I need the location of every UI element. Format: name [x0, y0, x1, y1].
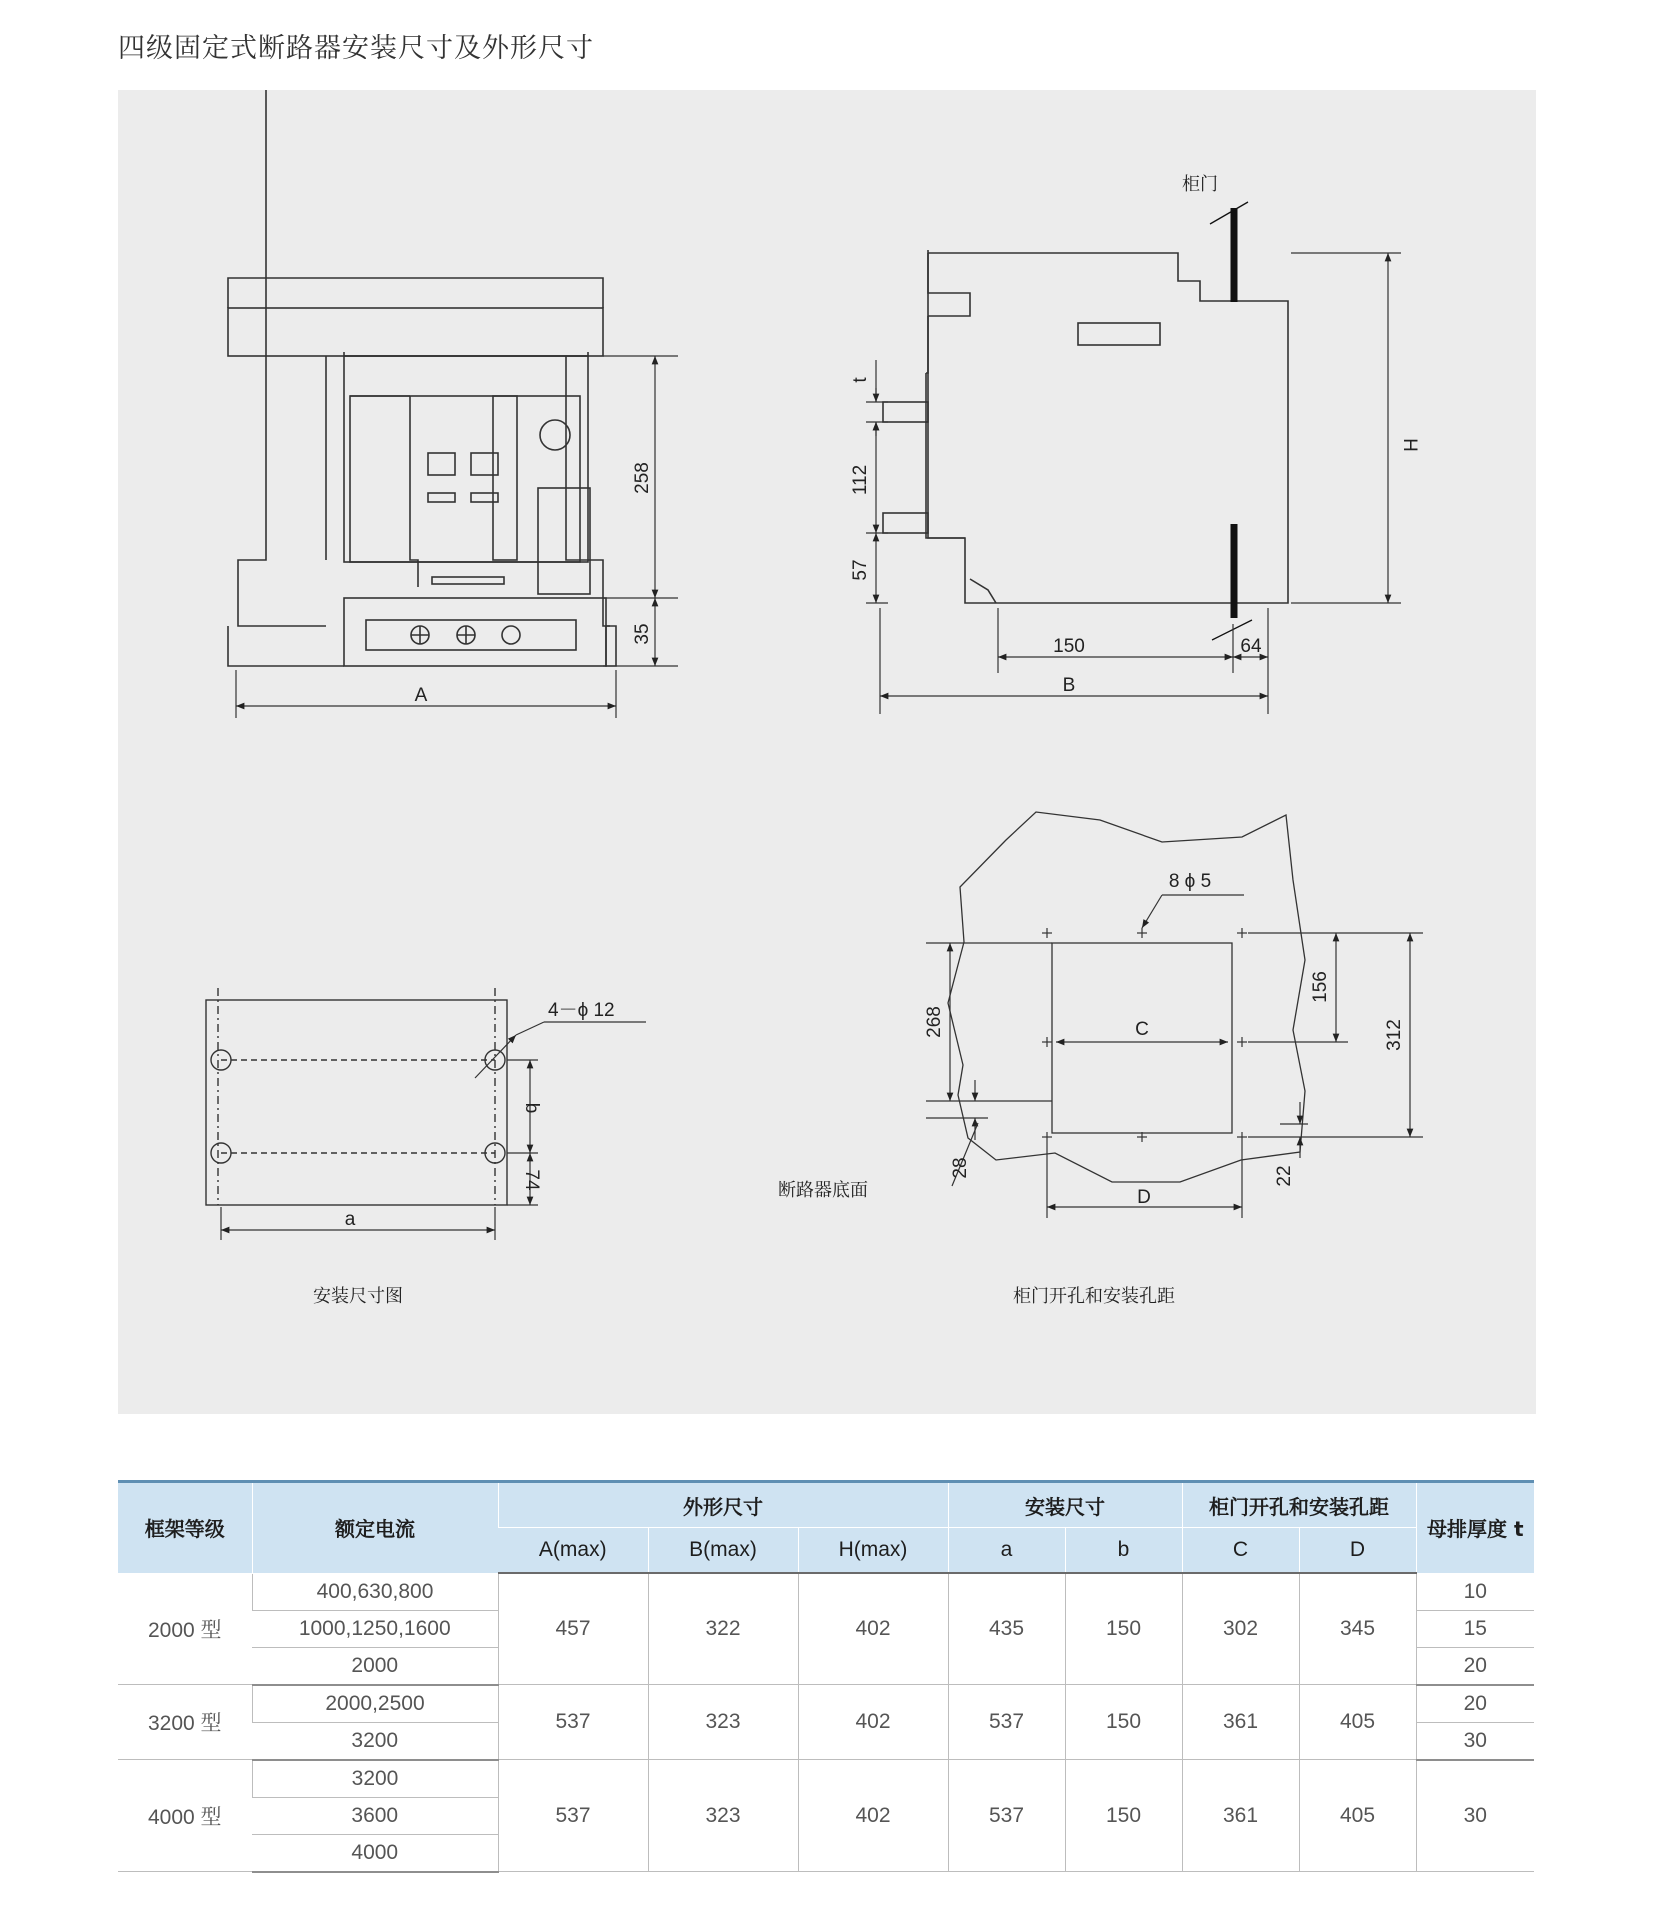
frame-cell: 3200 型 — [118, 1685, 252, 1760]
busbar-cell: 30 — [1416, 1722, 1534, 1760]
dim-a-upper: A — [414, 685, 428, 706]
breaker-bottom-label: 断路器底面 — [778, 1180, 868, 1201]
value-cell: 402 — [798, 1685, 948, 1760]
busbar-cell: 20 — [1416, 1685, 1534, 1723]
value-cell: 345 — [1299, 1573, 1416, 1685]
dim-64: 64 — [1240, 636, 1262, 657]
value-cell: 323 — [648, 1685, 798, 1760]
current-cell: 2000 — [252, 1647, 498, 1685]
header-d: D — [1299, 1528, 1416, 1574]
value-cell: 402 — [798, 1573, 948, 1685]
value-cell: 150 — [1065, 1685, 1182, 1760]
header-busbar: 母排厚度 t — [1416, 1482, 1534, 1574]
dim-57: 57 — [850, 559, 871, 581]
frame-cell: 4000 型 — [118, 1760, 252, 1872]
dim-156: 156 — [1310, 971, 1331, 1003]
value-cell: 405 — [1299, 1760, 1416, 1872]
hole-label-4x12: 4－ϕ 12 — [548, 1000, 615, 1021]
header-current: 额定电流 — [252, 1482, 498, 1574]
value-cell: 150 — [1065, 1573, 1182, 1685]
value-cell: 323 — [648, 1760, 798, 1872]
table-row — [118, 1760, 1534, 1798]
dim-a-lower: a — [344, 1209, 356, 1230]
dim-74: 74 — [521, 1169, 542, 1191]
current-cell: 4000 — [252, 1834, 498, 1872]
header-door: 柜门开孔和安装孔距 — [1182, 1482, 1416, 1528]
current-cell: 3200 — [252, 1760, 498, 1798]
dim-312: 312 — [1384, 1019, 1405, 1051]
header-outline: 外形尺寸 — [498, 1482, 948, 1528]
caption-door-view: 柜门开孔和安装孔距 — [1013, 1286, 1175, 1307]
door-label: 柜门 — [1182, 174, 1218, 195]
side-view — [883, 250, 1288, 603]
value-cell: 537 — [948, 1760, 1065, 1872]
value-cell: 435 — [948, 1573, 1065, 1685]
dim-150-side: 150 — [1053, 636, 1085, 657]
dim-112: 112 — [850, 464, 871, 496]
header-b-max: B(max) — [648, 1528, 798, 1574]
mount-view — [206, 988, 646, 1240]
busbar-cell: 15 — [1416, 1610, 1534, 1647]
page-title: 四级固定式断路器安装尺寸及外形尺寸 — [118, 33, 594, 64]
value-cell: 322 — [648, 1573, 798, 1685]
table-row — [118, 1573, 1534, 1610]
current-cell: 3200 — [252, 1722, 498, 1760]
dim-258: 258 — [632, 462, 653, 494]
side-view-dims — [866, 253, 1401, 714]
value-cell: 537 — [498, 1760, 648, 1872]
dim-b-lower: b — [521, 1102, 542, 1114]
door-view — [926, 812, 1305, 1182]
header-a-max: A(max) — [498, 1528, 648, 1574]
value-cell: 150 — [1065, 1760, 1182, 1872]
frame-cell: 2000 型 — [118, 1573, 252, 1685]
cabinet-door — [1210, 202, 1252, 640]
value-cell: 405 — [1299, 1685, 1416, 1760]
value-cell: 537 — [498, 1685, 648, 1760]
dim-h: H — [1399, 438, 1420, 452]
value-cell: 361 — [1182, 1760, 1299, 1872]
front-view — [228, 90, 616, 666]
busbar-cell: 10 — [1416, 1573, 1534, 1610]
value-cell: 402 — [798, 1760, 948, 1872]
hole-label-8x5: 8 ϕ 5 — [1168, 871, 1212, 892]
dim-28: 28 — [950, 1157, 971, 1179]
value-cell: 537 — [948, 1685, 1065, 1760]
dim-268: 268 — [924, 1006, 945, 1038]
dim-b-upper: B — [1062, 675, 1076, 696]
header-h-max: H(max) — [798, 1528, 948, 1574]
value-cell: 457 — [498, 1573, 648, 1685]
table-row — [118, 1685, 1534, 1723]
front-view-dims — [236, 356, 678, 718]
header-c: C — [1182, 1528, 1299, 1574]
dim-35: 35 — [632, 623, 653, 645]
drawing-panel — [118, 90, 1536, 1414]
current-cell: 2000,2500 — [252, 1685, 498, 1723]
technical-drawing — [118, 90, 1536, 1414]
current-cell: 1000,1250,1600 — [252, 1610, 498, 1647]
header-install: 安装尺寸 — [948, 1482, 1182, 1528]
caption-mount-view: 安装尺寸图 — [313, 1286, 403, 1307]
dim-t: t — [850, 377, 871, 383]
current-cell: 3600 — [252, 1797, 498, 1834]
dim-c: C — [1135, 1019, 1149, 1040]
value-cell: 361 — [1182, 1685, 1299, 1760]
busbar-cell: 20 — [1416, 1647, 1534, 1685]
spec-table — [118, 1480, 1534, 1873]
dim-d: D — [1137, 1187, 1151, 1208]
header-frame: 框架等级 — [118, 1482, 252, 1574]
busbar-cell: 30 — [1416, 1760, 1534, 1872]
value-cell: 302 — [1182, 1573, 1299, 1685]
header-a: a — [948, 1528, 1065, 1574]
header-b: b — [1065, 1528, 1182, 1574]
dim-22: 22 — [1274, 1165, 1295, 1187]
current-cell: 400,630,800 — [252, 1573, 498, 1610]
